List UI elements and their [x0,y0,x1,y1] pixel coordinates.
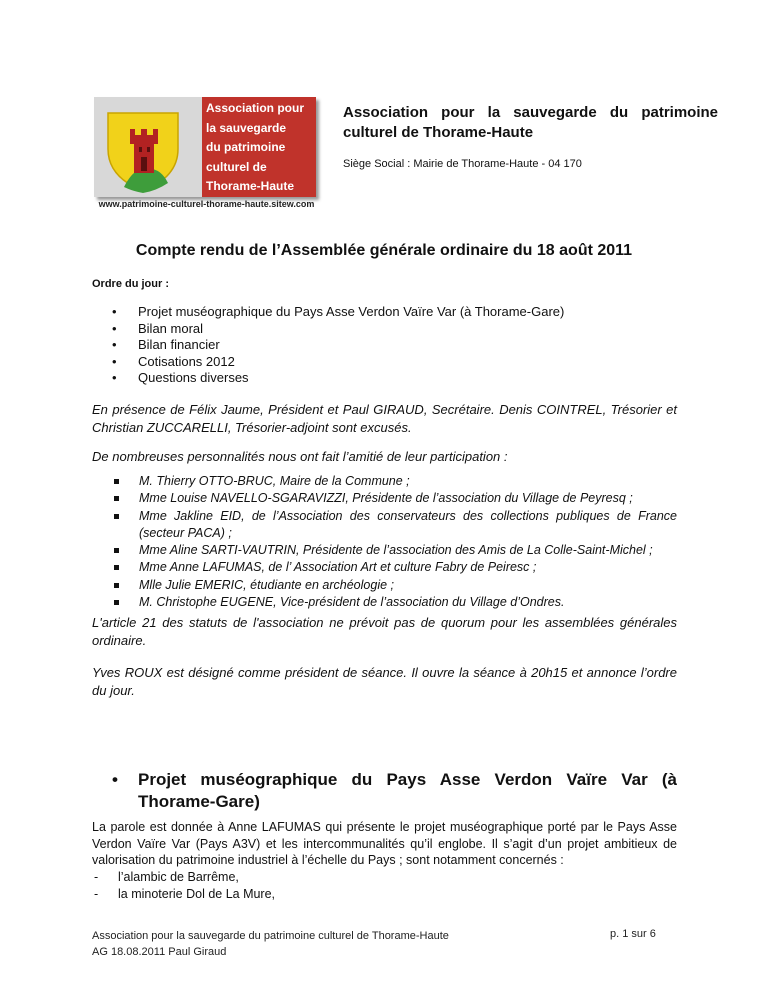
logo-text [206,99,314,197]
section-body: La parole est donnée à Anne LAFUMAS qui présente le projet muséographique porté par le Pays Asse Verdon Vaïre Var (Pays A3V) et les intercommunalités qu’il englobe. Il s’agit d’un projet ambitieux de valorisation du patrimoine industriel à l’échelle du Pays ; sont notamment concernés : [92,820,677,868]
participant-item [92,542,677,559]
dash-bullet-icon: - [94,870,99,884]
participant-text: M. Christophe EUGENE, Vice-président de l’association du Village d’Ondres. [139,595,565,610]
section-heading-text: Projet muséographique du Pays Asse Verdon Vaïre Var (à Thorame-Gare) [138,770,677,811]
footer-line: AG 18.08.2011 Paul Giraud [92,946,227,958]
bullet-icon: • [112,337,117,353]
logo-line: culturel de [206,159,267,174]
agenda-item [92,370,564,387]
square-bullet-icon [114,496,119,501]
section-heading [92,769,677,813]
logo-line: Thorame-Haute [206,179,295,193]
participant-item [92,473,677,490]
agenda-item-text: Cotisations 2012 [138,353,235,369]
logo-emblem-panel [94,97,202,197]
logo-line: Association pour [206,101,305,115]
participant-item [92,490,677,507]
participant-text: Mme Anne LAFUMAS, de l’ Association Art et culture Fabry de Peiresc ; [139,560,537,575]
participant-text: Mme Aline SARTI-VAUTRIN, Présidente de l’association des Amis de La Colle-Saint-Michel ; [139,543,653,558]
article-paragraph: L'article 21 des statuts de l'association ne prévoit pas de quorum pour les assemblées générales ordinaire. [92,615,677,648]
participant-text: Mlle Julie EMERIC, étudiante en archéologie ; [139,577,394,592]
header-title: Association pour la sauvegarde du patrimoine culturel de Thorame-Haute [343,104,718,141]
coat-of-arms-icon [94,97,202,197]
square-bullet-icon [114,548,119,553]
section-list-text: l’alambic de Barrême, [118,870,239,884]
bullet-icon: • [112,353,117,369]
president-paragraph: Yves ROUX est désigné comme président de séance. Il ouvre la séance à 20h15 et annonce l’ordre du jour. [92,665,677,698]
participant-item [92,577,677,594]
bullet-icon: • [112,770,118,789]
participants-intro: De nombreuses personnalités nous ont fait l’amitié de leur participation : [92,449,508,464]
agenda-item-text: Bilan moral [138,320,204,336]
agenda-list [92,304,564,387]
logo-url: www.patrimoine-culturel-thorame-haute.sitew.com [98,199,315,209]
square-bullet-icon [114,600,119,605]
participant-text: M. Thierry OTTO-BRUC, Maire de la Commune ; [139,474,410,488]
agenda-item [92,321,564,338]
agenda-item [92,337,564,354]
participant-item [92,508,677,543]
square-bullet-icon [114,565,119,570]
section-list [92,869,275,902]
agenda-item-text: Projet muséographique du Pays Asse Verdon Vaïre Var (à Thorame-Gare) [138,304,565,319]
page-title: Compte rendu de l’Assemblée générale ordinaire du 18 août 2011 [135,242,633,259]
bullet-icon: • [112,304,117,319]
agenda-item [92,304,564,321]
bullet-icon: • [112,320,117,336]
association-logo [90,95,323,215]
square-bullet-icon [114,514,119,519]
logo-line: la sauvegarde [206,120,287,135]
section-list-text: la minoterie Dol de La Mure, [118,886,276,901]
agenda-item-text: Questions diverses [138,370,249,386]
footer [92,928,449,960]
participant-item [92,559,677,576]
agenda-item-text: Bilan financier [138,337,220,353]
page-number: p. 1 sur 6 [610,928,656,940]
agenda-item [92,354,564,371]
logo-frame [94,97,316,197]
logo-line: du patrimoine [206,140,286,154]
header-seat: Siège Social : Mairie de Thorame-Haute - 04 170 [343,158,582,170]
bullet-icon: • [112,370,117,386]
square-bullet-icon [114,583,119,588]
participants-list [92,473,677,611]
presence-paragraph: En présence de Félix Jaume, Président et Paul GIRAUD, Secrétaire. Denis COINTREL, Trésorier et Christian ZUCCARELLI, Trésorier-adjoint sont excusés. [92,402,677,435]
section-list-item [92,869,275,886]
agenda-label: Ordre du jour : [92,278,169,290]
participant-text: Mme Jakline EID, de l’Association des conservateurs des collections publiques de France (secteur PACA) ; [139,508,677,540]
footer-line: Association pour la sauvegarde du patrimoine culturel de Thorame-Haute [92,930,449,942]
participant-item [92,594,677,611]
square-bullet-icon [114,479,119,484]
section-list-item [92,886,275,903]
participant-text: Mme Louise NAVELLO-SGARAVIZZI, Présidente de l’association du Village de Peyresq ; [139,491,633,506]
dash-bullet-icon: - [94,886,99,901]
